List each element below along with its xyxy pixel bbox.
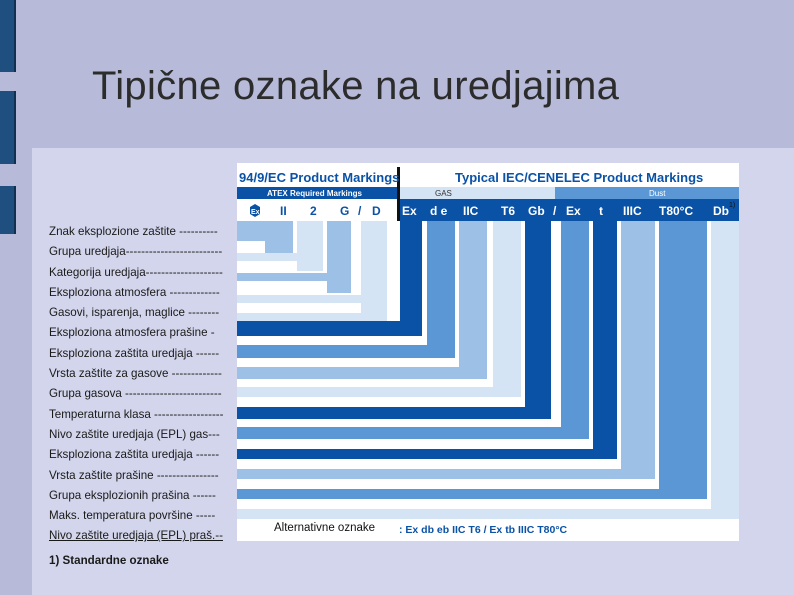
code-epl-gas: Gb — [528, 204, 545, 218]
label-item: Temperaturna klasa ------------------ — [49, 407, 224, 421]
connector-temp-class — [493, 221, 521, 397]
connector-ex-gas-h — [237, 321, 422, 336]
label-item: Maks. temperatura površine ----- — [49, 509, 216, 523]
connector-gas — [327, 221, 351, 293]
connector-group-h — [237, 233, 293, 241]
code-epl-dust: Db — [713, 204, 729, 218]
connector-epl-dust-h — [237, 509, 739, 519]
label-item: Grupa gasova ------------------------- — [49, 387, 222, 401]
code-category: 2 — [310, 204, 317, 218]
code-slash-2: / — [553, 204, 557, 218]
side-decoration-bar-3 — [0, 186, 16, 234]
marking-label-list — [49, 222, 269, 571]
connector-ex-dust — [561, 221, 589, 439]
label-item: Vrsta zaštite prašine ---------------- — [49, 468, 219, 482]
connector-epl-gas — [525, 221, 551, 419]
connector-dust-h2 — [237, 313, 387, 321]
connector-gas-h — [237, 273, 351, 281]
connector-epl-gas-h — [237, 407, 551, 419]
connector-protection-gas-h — [237, 345, 455, 358]
label-item: Kategorija uredjaja-------------------- — [49, 265, 223, 279]
label-item: Eksploziona zaštita uredjaja ------ — [49, 448, 220, 462]
connector-temp-class-h — [237, 387, 521, 397]
label-item: Grupa uredjaja------------------------- — [49, 245, 223, 259]
code-dust: D — [372, 204, 381, 218]
code-slash: / — [358, 204, 362, 218]
code-dust-group: IIIC — [623, 204, 642, 218]
connector-max-temp — [659, 221, 707, 499]
header-iec: Typical IEC/CENELEC Product Markings — [455, 170, 704, 185]
gas-subheader — [400, 187, 555, 199]
label-item: Eksploziona zaštita uredjaja ------ — [49, 346, 220, 360]
ex-symbol: Ex — [251, 209, 260, 216]
marking-diagram-svg — [237, 163, 739, 541]
code-max-temp: T80°C — [659, 204, 694, 218]
label-item: Vrsta zaštite za gasove ------------- — [49, 367, 222, 381]
connector-category — [297, 221, 323, 271]
dust-subheader — [555, 187, 739, 199]
alternative-marking: : Ex db eb IIC T6 / Ex tb IIIC T80°C — [399, 524, 568, 536]
label-item: Gasovi, isparenja, maglice -------- — [49, 306, 220, 320]
code-ex-dust: Ex — [566, 204, 581, 218]
label-item: Nivo zaštite uredjaja (EPL) praš.-- — [49, 529, 223, 543]
connector-dust-h — [237, 295, 387, 303]
code-protection-gas: d e — [430, 204, 448, 218]
connector-gas-group-h — [237, 367, 487, 379]
slide-title: Tipične oznake na uredjajima — [92, 64, 620, 108]
alternative-label: Alternativne oznake — [268, 519, 398, 541]
label-item: Nivo zaštite uredjaja (EPL) gas--- — [49, 427, 220, 441]
code-protection-dust: t — [599, 204, 603, 218]
connector-protection-dust — [593, 221, 617, 459]
connector-gas-group — [459, 221, 487, 379]
subheader-divider — [397, 187, 400, 199]
label-item: Grupa eksplozionih prašina ------ — [49, 488, 216, 502]
side-decoration-bar-2 — [0, 91, 16, 164]
code-ex-gas: Ex — [402, 204, 417, 218]
footnote-standard: 1) Standardne oznake — [49, 553, 169, 567]
connector-protection-dust-h — [237, 449, 617, 459]
marking-diagram — [237, 163, 739, 541]
header-atex: 94/9/EC Product Markings — [239, 170, 400, 185]
connector-dust-group — [621, 221, 655, 479]
connector-ex-symbol — [237, 221, 265, 233]
code-footnote-mark: 1) — [729, 202, 736, 209]
sub-gas: GAS — [435, 189, 452, 198]
connector-dust-group-h — [237, 469, 655, 479]
connector-ex-dust-h — [237, 427, 589, 439]
sub-dust: Dust — [649, 189, 666, 198]
code-temp-class: T6 — [501, 204, 516, 218]
code-group: II — [280, 204, 287, 218]
label-item: Znak eksplozione zaštite ---------- — [49, 225, 218, 238]
label-item: Eksploziona atmosfera ------------- — [49, 285, 220, 299]
code-row-divider — [397, 199, 400, 221]
code-gas-group: IIC — [463, 204, 479, 218]
connector-ex-gas — [400, 221, 422, 336]
sub-atex: ATEX Required Markings — [267, 189, 362, 198]
connector-category-h — [237, 253, 323, 261]
connector-protection-gas — [427, 221, 455, 358]
label-item: Eksploziona atmosfera prašine - — [49, 326, 215, 340]
code-gas: G — [340, 204, 350, 218]
side-decoration-bar-1 — [0, 0, 16, 72]
connector-epl-dust — [711, 221, 739, 519]
connector-max-temp-h — [237, 489, 707, 499]
